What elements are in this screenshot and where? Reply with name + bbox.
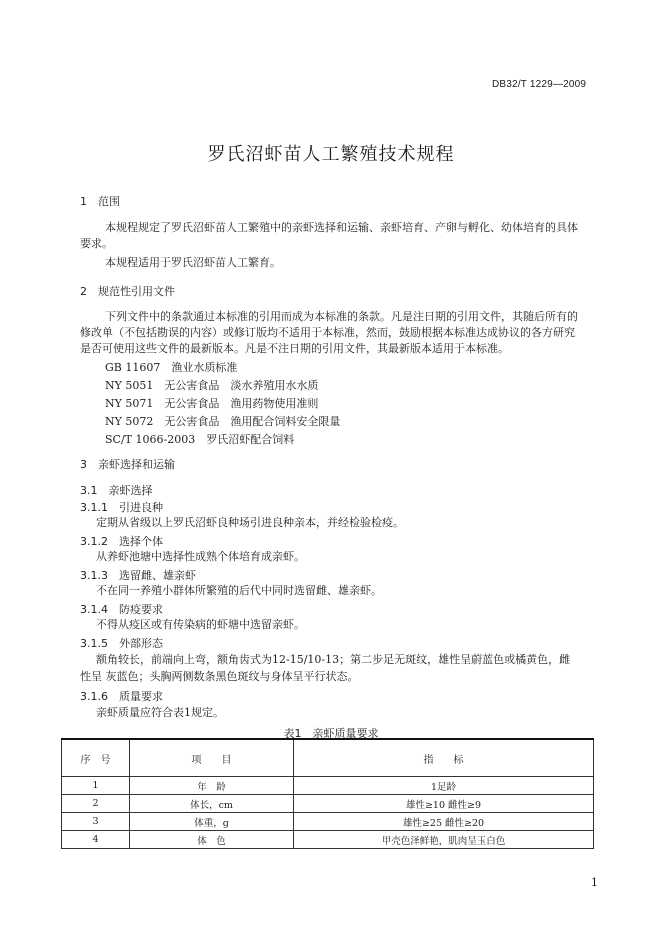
reference-item: NY 5051 无公害食品 淡水养殖用水水质 [105, 379, 319, 392]
standard-number: DB32/T 1229—2009 [492, 79, 587, 90]
section-1-paragraph-2: 本规程适用于罗氏沼虾苗人工繁育。 [105, 256, 281, 269]
table-row [62, 777, 594, 795]
clause-3-1-6-heading: 3.1.6 质量要求 [80, 690, 163, 703]
clause-3-1-1-text: 定期从省级以上罗氏沼虾良种场引进良种亲本，并经检验检疫。 [96, 516, 404, 529]
clause-3-1-6-text: 亲虾质量应符合表1规定。 [96, 706, 224, 719]
clause-3-1-2-heading: 3.1.2 选择个体 [80, 535, 163, 548]
table-cell: 1足龄 [294, 777, 594, 795]
section-3-heading: 3 亲虾选择和运输 [80, 458, 175, 471]
reference-item: NY 5071 无公害食品 渔用药物使用准则 [105, 397, 319, 410]
clause-3-1-4-text: 不得从疫区或有传染病的虾塘中选留亲虾。 [96, 618, 305, 631]
column-header-item: 项 目 [130, 739, 294, 777]
table-cell: 3 [62, 813, 130, 831]
table-cell: 甲壳色泽鲜艳，肌肉呈玉白色 [294, 831, 594, 849]
table-cell: 年 龄 [130, 777, 294, 795]
table-row [62, 831, 594, 849]
column-header-index: 序 号 [62, 739, 130, 777]
clause-3-1-5-text-line-1: 额角较长，前端向上弯，额角齿式为12-15/10-13；第二步足无斑纹，雄性呈蔚蓝色或橘黄色，雌 [96, 653, 571, 666]
clause-3-1-5-text-line-2: 性呈 灰蓝色；头胸两侧数条黑色斑纹与身体呈平行状态。 [80, 670, 359, 683]
table-cell: 4 [62, 831, 130, 849]
section-2-paragraph-line-2: 修改单（不包括勘误的内容）或修订版均不适用于本标准，然而，鼓励根据本标准达成协议的各方研究 [80, 326, 575, 339]
clause-3-1-3-heading: 3.1.3 选留雌、雄亲虾 [80, 569, 196, 582]
table-cell: 体重，g [130, 813, 294, 831]
quality-requirements-table [61, 738, 594, 849]
section-2-paragraph-line-3: 是否可使用这些文件的最新版本。凡是不注日期的引用文件，其最新版本适用于本标准。 [80, 342, 509, 355]
document-title: 罗氏沼虾苗人工繁殖技术规程 [207, 144, 455, 165]
section-1-paragraph-1-line-2: 要求。 [80, 237, 113, 250]
page-number: 1 [591, 876, 598, 889]
reference-item: NY 5072 无公害食品 渔用配合饲料安全限量 [105, 415, 341, 428]
section-2-paragraph-line-1: 下列文件中的条款通过本标准的引用而成为本标准的条款。凡是注日期的引用文件，其随后所有的 [105, 310, 578, 323]
table-cell: 体 色 [130, 831, 294, 849]
column-header-indicator: 指 标 [294, 739, 594, 777]
clause-3-1-5-heading: 3.1.5 外部形态 [80, 637, 163, 650]
table-cell: 2 [62, 795, 130, 813]
table-cell: 雄性≥10 雌性≥9 [294, 795, 594, 813]
clause-3-1-1-heading: 3.1.1 引进良种 [80, 501, 163, 514]
table-row [62, 813, 594, 831]
table-cell: 体长，cm [130, 795, 294, 813]
table-cell: 1 [62, 777, 130, 795]
table-1-caption: 表1 亲虾质量要求 [283, 727, 379, 740]
table-cell: 雄性≥25 雌性≥20 [294, 813, 594, 831]
table-header-row [62, 739, 594, 777]
reference-item: SC/T 1066-2003 罗氏沼虾配合饲料 [105, 433, 295, 446]
section-1-heading: 1 范围 [80, 195, 120, 208]
clause-3-1-4-heading: 3.1.4 防疫要求 [80, 603, 163, 616]
subsection-3-1-heading: 3.1 亲虾选择 [80, 484, 153, 497]
reference-item: GB 11607 渔业水质标准 [105, 361, 238, 374]
clause-3-1-3-text: 不在同一养殖小群体所繁殖的后代中同时选留雌、雄亲虾。 [96, 584, 382, 597]
table-row [62, 795, 594, 813]
clause-3-1-2-text: 从养虾池塘中选择性成熟个体培育成亲虾。 [96, 550, 305, 563]
section-2-heading: 2 规范性引用文件 [80, 285, 175, 298]
section-1-paragraph-1-line-1: 本规程规定了罗氏沼虾苗人工繁殖中的亲虾选择和运输、亲虾培育、产卵与孵化、幼体培育的具体 [105, 221, 578, 234]
